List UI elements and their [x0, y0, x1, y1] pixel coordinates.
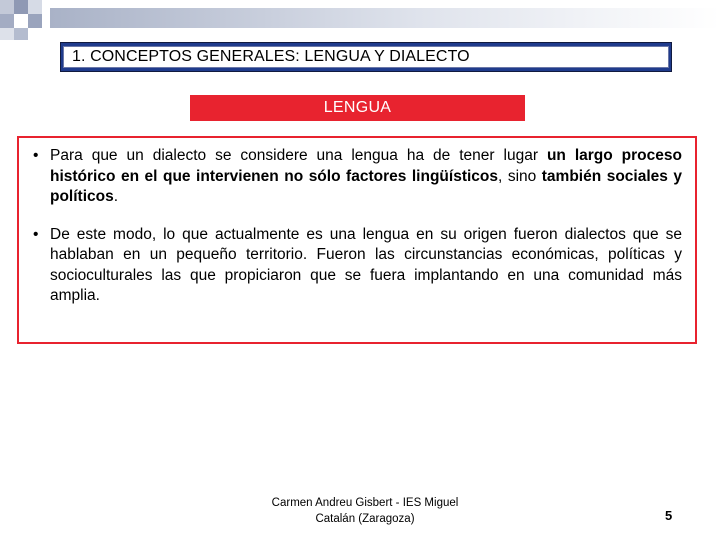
footer-line: Carmen Andreu Gisbert - IES Miguel — [271, 497, 459, 509]
section-subtitle: LENGUA — [190, 95, 525, 121]
deco-square — [0, 0, 14, 14]
footer-credit — [240, 495, 490, 527]
deco-square — [14, 14, 28, 28]
slide-title: 1. CONCEPTOS GENERALES: LENGUA Y DIALECTO — [63, 46, 669, 68]
bullet-item — [32, 146, 682, 208]
deco-square — [0, 28, 14, 40]
bullet-item — [32, 225, 682, 307]
bullet-icon: • — [33, 147, 39, 164]
bullet-text: Para que un dialecto se considere una lengua ha de tener lugar un largo proceso histórico en el que intervienen no sólo factores lingüísticos, sino también sociales y políticos. — [50, 147, 683, 205]
bullet-icon: • — [33, 225, 39, 243]
deco-square — [14, 0, 28, 14]
bold-text: un largo proceso histórico en el que intervienen no sólo factores lingüísticos — [50, 147, 682, 185]
deco-square — [28, 14, 42, 28]
content-box — [17, 136, 697, 344]
deco-square — [28, 0, 42, 14]
decorative-header — [0, 0, 720, 40]
bold-text: también sociales y políticos — [50, 167, 683, 205]
bullet-text: De este modo, lo que actualmente es una lengua en su origen fueron dialectos que se hablaban en un pequeño territorio. Fueron las circunstancias económicas, políticas y socioculturales las que propiciaron que se fuera implantando en una comunidad más amplia. — [50, 225, 682, 304]
page-number: 5 — [665, 508, 673, 523]
slide-title-bar — [60, 42, 672, 72]
decorative-band — [50, 8, 720, 28]
deco-square — [0, 14, 14, 28]
footer-line: Catalán (Zaragoza) — [315, 513, 415, 525]
deco-square — [14, 28, 28, 40]
